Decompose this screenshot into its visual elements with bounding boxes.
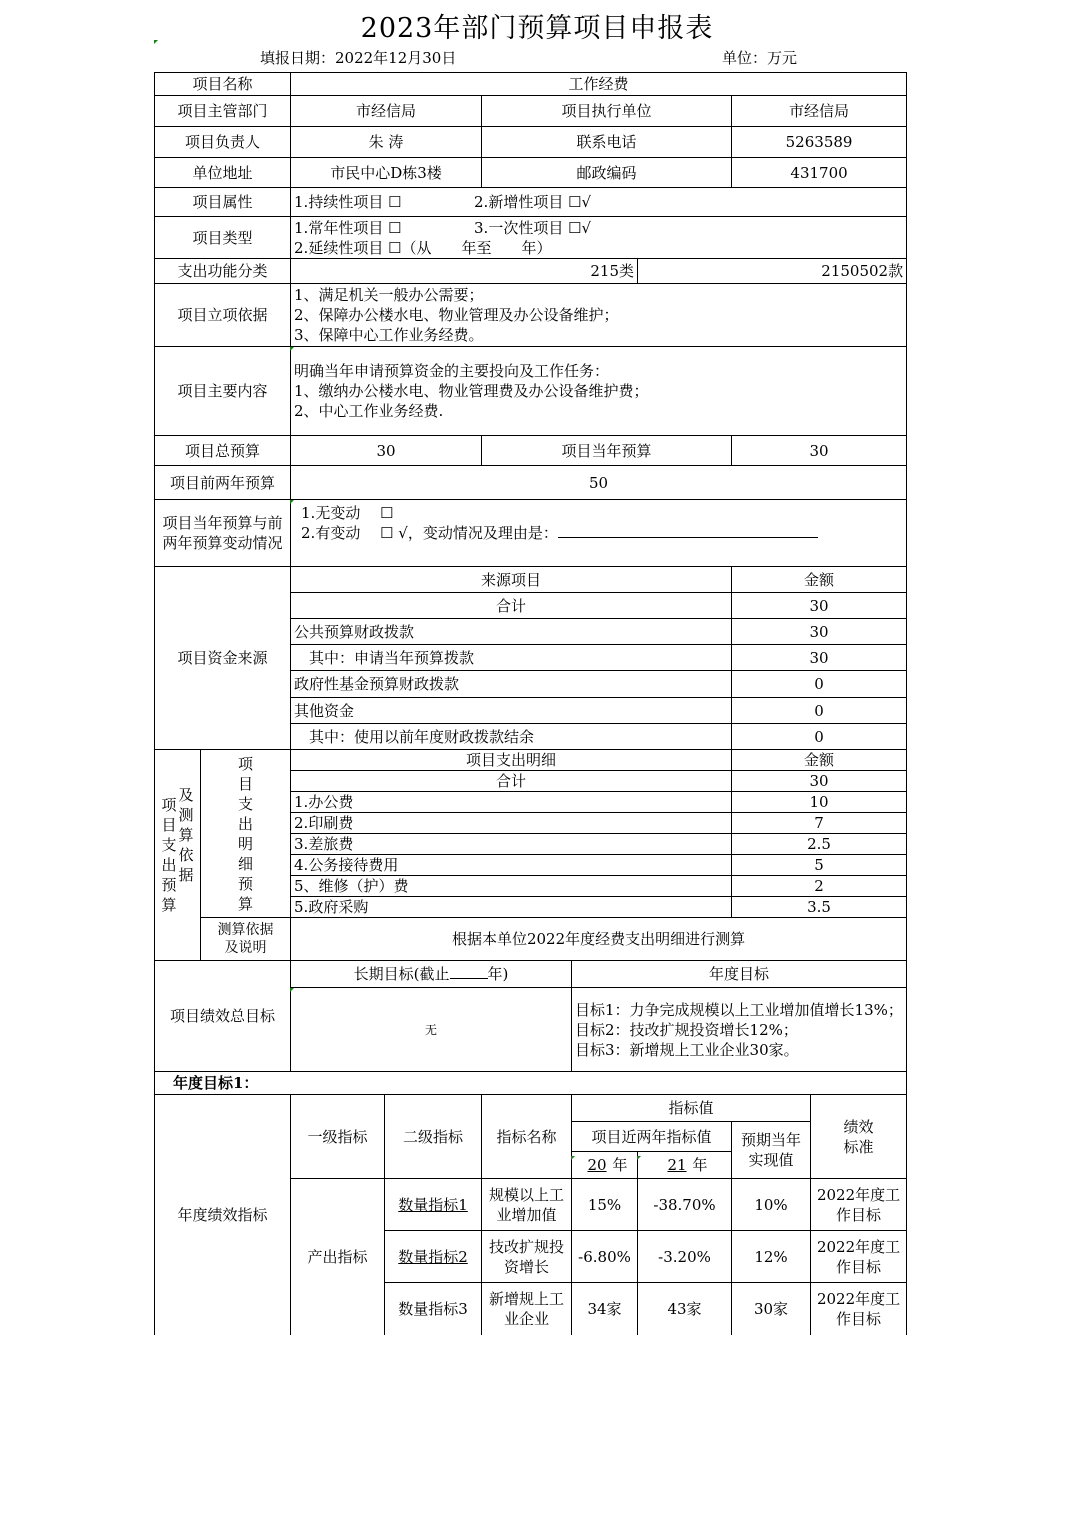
type-option-3: 3.一次性项目 ☐√: [474, 218, 592, 237]
year-budget-label: 项目当年预算: [482, 436, 732, 466]
expense-item: 1.办公费: [291, 792, 732, 813]
change-reason-blank: [558, 523, 818, 538]
vertical-char: 出: [238, 814, 254, 833]
vertical-char: 算: [178, 826, 194, 844]
cell-marker: [290, 347, 294, 351]
total-budget-label: 项目总预算: [155, 436, 291, 466]
prev-budget-label: 项目前两年预算: [155, 466, 291, 500]
vertical-char: 出: [161, 856, 177, 874]
project-name-value: 工作经费: [291, 73, 907, 96]
funding-source: 合计: [291, 593, 732, 619]
change-option-1: 1.无变动 ☐: [301, 504, 394, 522]
type-option-1: 1.常年性项目 ☐: [294, 218, 402, 237]
perf-v20: -6.80%: [572, 1231, 638, 1283]
perf-name: 技改扩规投资增长: [482, 1231, 572, 1283]
long-term-year-blank: [450, 964, 488, 979]
perf-name: 规模以上工业增加值: [482, 1179, 572, 1231]
total-budget-value: 30: [291, 436, 482, 466]
perf-level1-value: 产出指标: [291, 1179, 385, 1335]
perf-col-expected: 预期当年实现值: [732, 1122, 811, 1179]
funding-amount: 0: [732, 724, 907, 750]
project-name-label: 项目名称: [155, 73, 291, 96]
type-options: [291, 217, 907, 259]
funding-col-amount: 金额: [732, 567, 907, 593]
vertical-char: 及: [178, 786, 194, 804]
annual-goal-header: 年度目标: [572, 961, 907, 988]
funding-source: 公共预算财政拨款: [291, 619, 732, 645]
vertical-char: 支: [238, 794, 254, 813]
funding-amount: 0: [732, 698, 907, 724]
basis-text: 1、满足机关一般办公需要； 2、保障办公楼水电、物业管理及办公设备维护； 3、保障中心工作业务经费。: [291, 284, 907, 347]
vertical-char: 预: [238, 874, 254, 893]
perf-expected: 10%: [732, 1179, 811, 1231]
vertical-char: 细: [238, 854, 254, 873]
perf-expected: 12%: [732, 1231, 811, 1283]
expense-item: 合计: [291, 771, 732, 792]
budget-form-table: [154, 72, 907, 1335]
phone-value: 5263589: [732, 127, 907, 158]
perf-year-21: [638, 1152, 732, 1179]
funding-source: 政府性基金预算财政拨款: [291, 671, 732, 698]
perf-v20: 15%: [572, 1179, 638, 1231]
perf-v21: 43家: [638, 1283, 732, 1335]
dept-value: 市经信局: [291, 96, 482, 127]
perf-col-level1: 一级指标: [291, 1095, 385, 1179]
perf-l2: 数量指标1: [385, 1179, 482, 1231]
annual-goal-text: 目标1：力争完成规模以上工业增加值增长13%； 目标2：技改扩规投资增长12%； 目标3：新增规上工业企业30家。: [572, 988, 907, 1072]
vertical-char: 算: [238, 894, 254, 913]
year-suffix: 年: [612, 1156, 628, 1174]
long-term-label-a: 长期目标(截止: [353, 965, 450, 983]
cell-marker: [290, 988, 294, 992]
perf-standard: 2022年度工作目标: [811, 1231, 907, 1283]
cell-marker: [571, 1156, 575, 1160]
expense-outer-label: [155, 750, 201, 961]
year-a: 20: [587, 1156, 607, 1174]
perf-l2: 数量指标2: [385, 1231, 482, 1283]
leader-value: 朱 涛: [291, 127, 482, 158]
expense-amount: 2.5: [732, 834, 907, 855]
year-b: 21: [667, 1156, 687, 1174]
funding-amount: 30: [732, 593, 907, 619]
perf-v21: -38.70%: [638, 1179, 732, 1231]
funding-amount: 30: [732, 645, 907, 671]
unit-label: 单位：万元: [722, 49, 798, 67]
perf-standard: 2022年度工作目标: [811, 1179, 907, 1231]
perf-expected: 30家: [732, 1283, 811, 1335]
attribute-options: [291, 188, 907, 217]
expense-item: 2.印刷费: [291, 813, 732, 834]
change-options: [291, 500, 907, 567]
vertical-char: 目: [238, 774, 254, 793]
fill-date: 填报日期：2022年12月30日: [260, 49, 457, 67]
annual-target-label: 年度目标1：: [155, 1072, 907, 1095]
attribute-label: 项目属性: [155, 188, 291, 217]
expense-outer-label-a: [161, 795, 176, 915]
perf-name: 新增规上工业企业: [482, 1283, 572, 1335]
dept-label: 项目主管部门: [155, 96, 291, 127]
cell-marker: [637, 1156, 641, 1160]
cell-marker: [154, 40, 158, 44]
year-budget-value: 30: [732, 436, 907, 466]
vertical-char: 预: [161, 876, 177, 894]
funding-source: 其中：使用以前年度财政拨款结余: [291, 724, 732, 750]
perf-l2: 数量指标3: [385, 1283, 482, 1335]
perf-v21: -3.20%: [638, 1231, 732, 1283]
perf-year-20: [572, 1152, 638, 1179]
expense-outer-label-b: [179, 785, 194, 915]
vertical-char: 项: [238, 754, 254, 773]
expense-inner-label: [201, 750, 291, 918]
vertical-char: 算: [161, 896, 177, 914]
perf-col-name: 指标名称: [482, 1095, 572, 1179]
long-term-header: [291, 961, 572, 988]
type-label: 项目类型: [155, 217, 291, 259]
expense-item: 5、维修（护）费: [291, 876, 732, 897]
exec-value: 市经信局: [732, 96, 907, 127]
funding-amount: 30: [732, 619, 907, 645]
expense-col-detail: 项目支出明细: [291, 750, 732, 771]
perf-v20: 34家: [572, 1283, 638, 1335]
funding-source: 其中：申请当年预算拨款: [291, 645, 732, 671]
change-option-2: 2.有变动 ☐ √，变动情况及理由是：: [301, 524, 558, 542]
year-suffix: 年: [692, 1156, 708, 1174]
funding-amount: 0: [732, 671, 907, 698]
vertical-char: 据: [178, 866, 194, 884]
calc-basis-text: 根据本单位2022年度经费支出明细进行测算: [291, 918, 907, 961]
function-item-value: 2150502款: [638, 259, 907, 284]
funding-label: 项目资金来源: [155, 567, 291, 750]
expense-amount: 10: [732, 792, 907, 813]
vertical-char: 明: [238, 834, 254, 853]
expense-amount: 5: [732, 855, 907, 876]
expense-item: 4.公务接待费用: [291, 855, 732, 876]
function-class-label: 支出功能分类: [155, 259, 291, 284]
vertical-char: 测: [178, 806, 194, 824]
vertical-char: 目: [161, 816, 177, 834]
basis-label: 项目立项依据: [155, 284, 291, 347]
expense-amount: 3.5: [732, 897, 907, 918]
calc-basis-label: 测算依据及说明: [201, 918, 291, 961]
vertical-char: 依: [178, 846, 194, 864]
vertical-char: 支: [161, 836, 177, 854]
phone-label: 联系电话: [482, 127, 732, 158]
funding-source: 其他资金: [291, 698, 732, 724]
expense-amount: 7: [732, 813, 907, 834]
attribute-option-2: 2.新增性项目 ☐√: [474, 193, 592, 211]
prev-budget-value: 50: [291, 466, 907, 500]
expense-amount: 30: [732, 771, 907, 792]
address-value: 市民中心D栋3楼: [291, 158, 482, 188]
funding-col-source: 来源项目: [291, 567, 732, 593]
expense-item: 3.差旅费: [291, 834, 732, 855]
leader-label: 项目负责人: [155, 127, 291, 158]
zip-label: 邮政编码: [482, 158, 732, 188]
function-class-value: 215类: [291, 259, 638, 284]
expense-col-amount: 金额: [732, 750, 907, 771]
expense-item: 5.政府采购: [291, 897, 732, 918]
perf-col-recent: 项目近两年指标值: [572, 1122, 732, 1152]
long-term-value: 无: [291, 988, 572, 1072]
attribute-option-1: 1.持续性项目 ☐: [294, 193, 402, 211]
perf-label: 年度绩效指标: [155, 1095, 291, 1335]
change-label: 项目当年预算与前两年预算变动情况: [155, 500, 291, 567]
long-term-label-b: 年): [487, 965, 509, 983]
perf-col-level2: 二级指标: [385, 1095, 482, 1179]
perf-standard: 2022年度工作目标: [811, 1283, 907, 1335]
expense-amount: 2: [732, 876, 907, 897]
content-text: 明确当年申请预算资金的主要投向及工作任务： 1、缴纳办公楼水电、物业管理费及办公设备维护费； 2、中心工作业务经费.: [291, 347, 907, 436]
exec-label: 项目执行单位: [482, 96, 732, 127]
address-label: 单位地址: [155, 158, 291, 188]
type-option-2: 2.延续性项目 ☐（从 年至 年）: [294, 238, 552, 257]
goals-label: 项目绩效总目标: [155, 961, 291, 1072]
vertical-char: 项: [161, 796, 177, 814]
zip-value: 431700: [732, 158, 907, 188]
perf-col-standard: 绩效标准: [811, 1095, 907, 1179]
cell-marker: [290, 500, 294, 504]
page-title: 2023年部门预算项目申报表: [360, 13, 714, 44]
perf-col-value: 指标值: [572, 1095, 811, 1122]
content-label: 项目主要内容: [155, 347, 291, 436]
